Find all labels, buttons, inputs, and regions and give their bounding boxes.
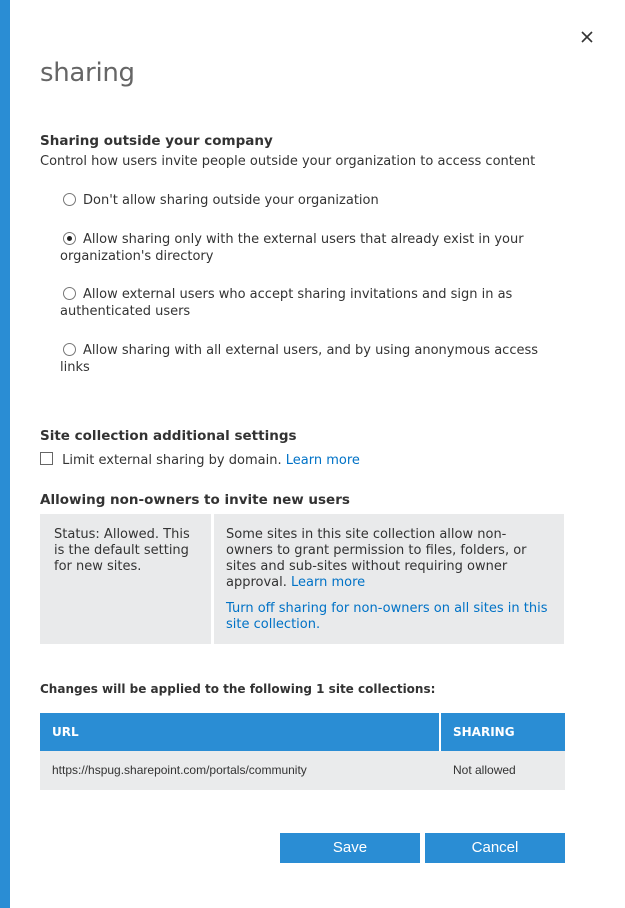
outside-sharing-heading: Sharing outside your company [40, 133, 273, 149]
close-button[interactable] [578, 28, 596, 46]
radio-button[interactable] [63, 287, 76, 300]
status-text: Status: Allowed. This is the default setting for new sites. [54, 527, 190, 574]
save-button[interactable]: Save [280, 833, 420, 863]
status-panel [40, 514, 211, 644]
dialog-title: sharing [40, 58, 135, 88]
limit-domain-checkbox[interactable] [40, 452, 53, 465]
site-collections-table [40, 713, 565, 790]
learn-more-link[interactable]: Learn more [285, 453, 360, 468]
radio-option-no-sharing[interactable] [60, 192, 560, 209]
radio-option-existing-external[interactable] [60, 231, 560, 265]
limit-domain-label: Limit external sharing by domain. [62, 453, 282, 468]
close-icon [578, 28, 596, 46]
radio-button[interactable] [63, 193, 76, 206]
limit-domain-row [40, 452, 360, 468]
radio-label: Allow sharing only with the external users that already exist in your organization's directory [60, 232, 524, 264]
learn-more-link[interactable]: Learn more [291, 575, 366, 590]
column-header-url: URL [40, 713, 441, 751]
outside-sharing-description: Control how users invite people outside your organization to access content [40, 154, 536, 169]
radio-option-authenticated[interactable] [60, 286, 560, 320]
column-header-sharing: SHARING [453, 725, 515, 739]
site-url: https://hspug.sharepoint.com/portals/community [52, 763, 307, 777]
radio-label: Allow external users who accept sharing invitations and sign in as authenticated users [60, 287, 513, 319]
non-owners-info-box [40, 514, 564, 644]
radio-label: Don't allow sharing outside your organization [83, 193, 379, 208]
turn-off-non-owner-sharing-link[interactable]: Turn off sharing for non-owners on all sites in this site collection. [226, 601, 548, 632]
table-header [40, 713, 565, 751]
detail-text: Some sites in this site collection allow non-owners to grant permission to files, folders, or sites and sub-sites without requiring owner approval. [226, 527, 527, 590]
cancel-button[interactable]: Cancel [425, 833, 565, 863]
accent-bar [0, 0, 10, 908]
changes-heading: Changes will be applied to the following 1 site collections: [40, 682, 436, 696]
site-sharing-status: Not allowed [453, 763, 516, 777]
detail-panel [214, 514, 564, 644]
radio-label: Allow sharing with all external users, and by using anonymous access links [60, 343, 539, 375]
radio-option-anonymous[interactable] [60, 342, 560, 376]
radio-button[interactable] [63, 343, 76, 356]
table-row [40, 751, 565, 790]
radio-button[interactable] [63, 232, 76, 245]
additional-settings-heading: Site collection additional settings [40, 428, 297, 444]
non-owners-heading: Allowing non-owners to invite new users [40, 492, 350, 508]
